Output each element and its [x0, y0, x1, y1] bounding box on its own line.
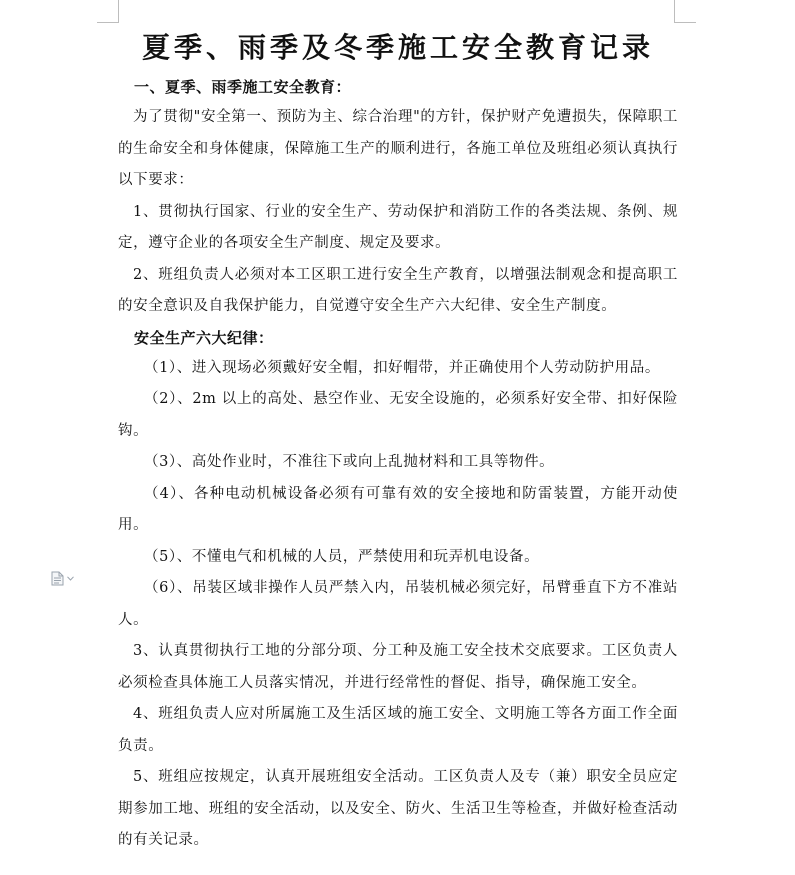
requirement-item-2: 2、班组负责人必须对本工区职工进行安全生产教育，以增强法制观念和提高职工的安全意识及自我保护能力，自觉遵守安全生产六大纪律、安全生产制度。 — [118, 266, 678, 314]
requirement-item-5: 5、班组应按规定，认真开展班组安全活动。工区负责人及专（兼）职安全员应定期参加工地、班组的安全活动，以及安全、防火、生活卫生等检查，并做好检查活动的有关记录。 — [118, 769, 678, 848]
section-heading: 一、夏季、雨季施工安全教育： — [134, 78, 352, 96]
discipline-item-4: （4）、各种电动机械设备必须有可靠有效的安全接地和防雷装置，方能开动使用。 — [118, 485, 678, 533]
requirement-item-3: 3、认真贯彻执行工地的分部分项、分工种及施工安全技术交底要求。工区负责人必须检查具体施工人员落实情况，并进行经常性的督促、指导，确保施工安全。 — [118, 643, 678, 691]
document-body — [118, 24, 678, 857]
margin-corner-mark-top-right-horizontal — [674, 22, 696, 23]
discipline-heading: 安全生产六大纪律： — [134, 328, 274, 347]
margin-corner-mark-top-right — [674, 0, 675, 22]
intro-paragraph: 为了贯彻"安全第一、预防为主、综合治理"的方针，保护财产免遭损失，保障职工的生命安全和身体健康，保障施工生产的顺利进行，各施工单位及班组必须认真执行以下要求： — [118, 109, 678, 188]
margin-corner-mark-top-left — [118, 0, 119, 22]
discipline-item-6: （6）、吊装区域非操作人员严禁入内，吊装机械必须完好，吊臂垂直下方不准站人。 — [118, 580, 678, 628]
discipline-item-1: （1）、进入现场必须戴好安全帽，扣好帽带，并正确使用个人劳动防护用品。 — [144, 359, 660, 376]
discipline-item-3: （3）、高处作业时，不准往下或向上乱抛材料和工具等物件。 — [144, 454, 555, 470]
document-icon — [51, 571, 64, 586]
discipline-item-5: （5）、不懂电气和机械的人员，严禁使用和玩弄机电设备。 — [144, 548, 540, 565]
paragraph-marker[interactable] — [51, 569, 77, 587]
discipline-item-2: （2）、2m 以上的高处、悬空作业、无安全设施的，必须系好安全带、扣好保险钩。 — [118, 391, 678, 439]
requirement-item-1: 1、贯彻执行国家、行业的安全生产、劳动保护和消防工作的各类法规、条例、规定，遵守企业的各项安全生产制度、规定及要求。 — [118, 203, 678, 251]
chevron-down-icon — [67, 576, 74, 581]
margin-corner-mark-top-left-horizontal — [97, 22, 119, 23]
requirement-item-4: 4、班组负责人应对所属施工及生活区域的施工安全、文明施工等各方面工作全面负责。 — [118, 706, 678, 754]
document-title: 夏季、雨季及冬季施工安全教育记录 — [141, 31, 654, 64]
